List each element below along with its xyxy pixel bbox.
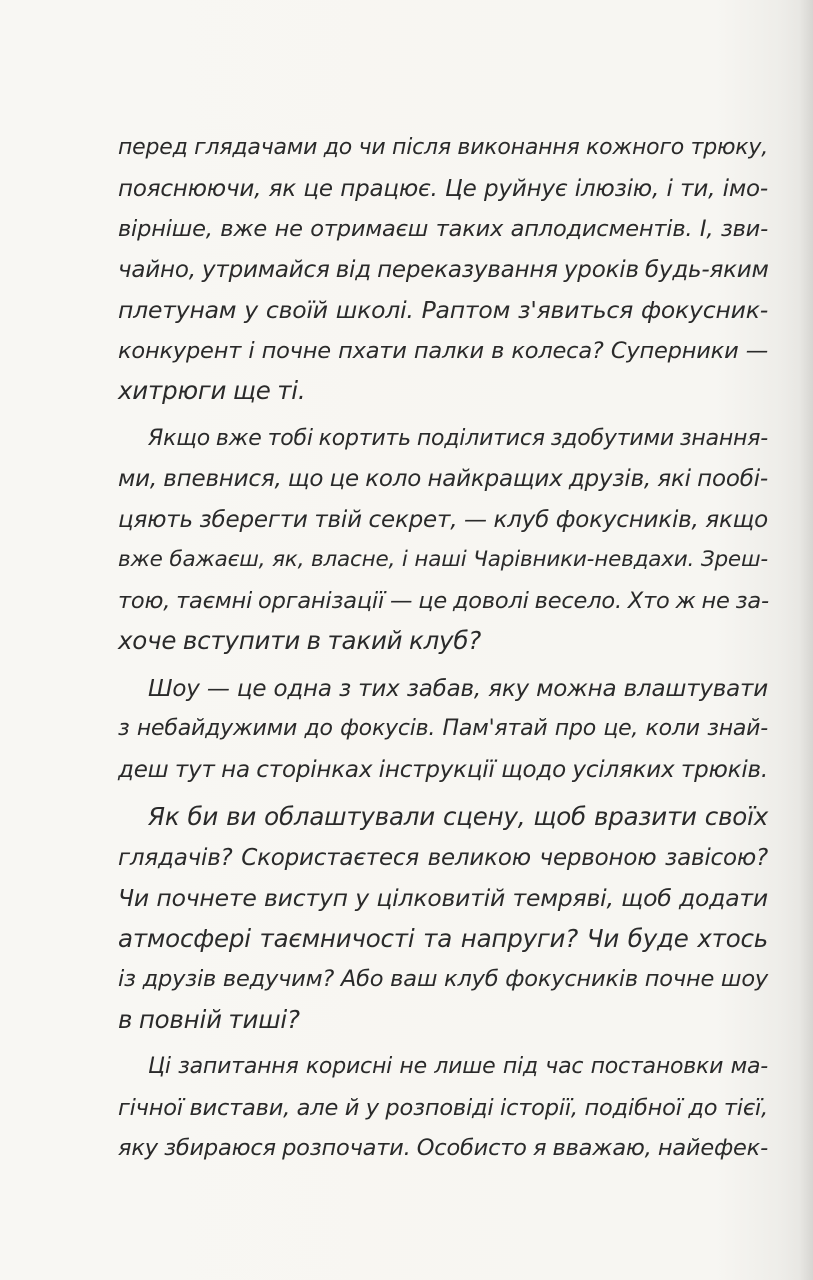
paragraph xyxy=(118,797,768,1040)
body-text xyxy=(118,128,768,1169)
paragraph xyxy=(118,669,768,791)
text-line: із друзів ведучим? Або ваш клуб фокусників почне шоу xyxy=(118,966,768,992)
text-line: перед глядачами до чи після виконання кожного трюку, xyxy=(118,135,768,160)
text-line: в повній тиші? xyxy=(118,1004,300,1034)
text-line: гічної вистави, але й у розповіді історії, подібної до тієї, xyxy=(118,1094,768,1121)
text-line: ми, впевнися, що це коло найкращих друзів, які пообі- xyxy=(118,466,768,492)
text-line: яку збираюся розпочати. Особисто я вважаю, найефек- xyxy=(118,1135,768,1161)
text-line: тою, таємні організації — це доволі весело. Хто ж не за- xyxy=(118,587,769,614)
paragraph xyxy=(118,1047,768,1169)
text-line: чайно, утримайся від переказування уроків будь-яким xyxy=(118,256,769,283)
text-line: хоче вступити в такий клуб? xyxy=(118,626,482,655)
text-line: Ці запитання корисні не лише під час постановки ма- xyxy=(148,1054,768,1079)
text-line: пояснюючи, як це працює. Це руйнує ілюзію, і ти, імо- xyxy=(118,175,768,202)
text-line: Чи почнете виступ у цілковитій темряві, щоб додати xyxy=(118,884,768,912)
page-edge-shadow xyxy=(799,0,813,1280)
text-line: плетунам у своїй школі. Раптом з'явиться фокусник- xyxy=(118,296,768,324)
text-line: глядачів? Скористаєтеся великою червоною завісою? xyxy=(118,844,768,871)
paragraph xyxy=(118,419,768,662)
text-line: Якщо вже тобі кортить поділитися здобутими знання- xyxy=(148,425,768,451)
text-line: вірніше, вже не отримаєш таких аплодисментів. І, зви- xyxy=(118,216,768,242)
text-line: цяють зберегти твій секрет, — клуб фокусників, якщо xyxy=(118,506,768,533)
text-line: з небайдужими до фокусів. Пам'ятай про це, коли знай- xyxy=(118,716,768,741)
text-line: Шоу — це одна з тих забав, яку можна влаштувати xyxy=(148,675,768,702)
text-line: конкурент і почне пхати палки в колеса? Суперники — xyxy=(118,337,768,364)
paragraph xyxy=(118,128,768,412)
text-line: вже бажаєш, як, власне, і наші Чарівники-невдахи. Зреш- xyxy=(118,547,768,572)
text-line: Як би ви облаштували сцену, щоб вразити своїх xyxy=(148,802,768,831)
text-line: деш тут на сторінках інструкції щодо усіляких трюків. xyxy=(118,756,768,783)
text-line: хитрюги ще ті. xyxy=(118,376,306,405)
text-line: атмосфері таємничості та напруги? Чи буде хтось xyxy=(118,923,768,953)
